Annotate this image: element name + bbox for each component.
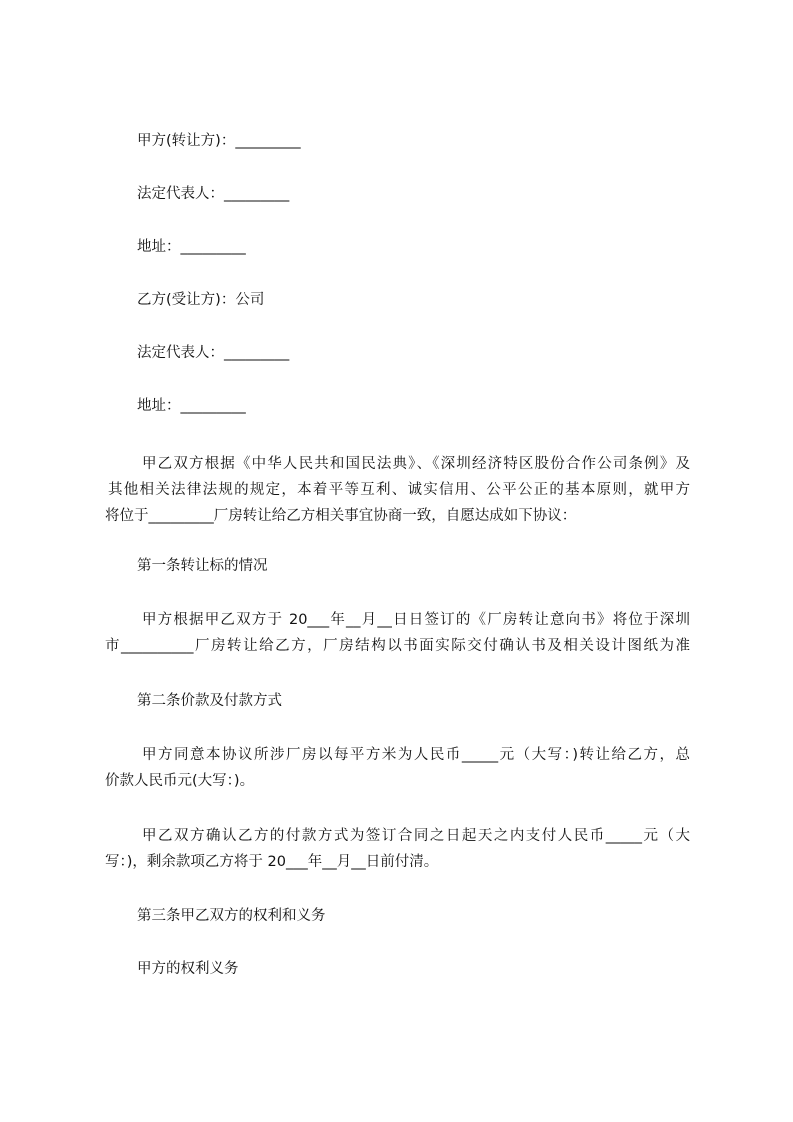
text-line: 将位于_________厂房转让给乙方相关事宜协商一致，自愿达成如下协议： <box>105 508 577 524</box>
text-line: 其他相关法律法规的规定，本着平等互利、诚实信用、公平公正的基本原则，就甲方 <box>108 482 690 498</box>
article-2-paragraph-2 <box>105 823 690 875</box>
article-1-body <box>105 607 690 659</box>
article-2-title: 第二条价款及付款方式 <box>137 693 282 709</box>
text-line: 甲乙双方确认乙方的付款方式为签订合同之日起天之内支付人民币_____元（大 <box>142 828 690 844</box>
article-1-title: 第一条转让标的情况 <box>137 558 268 574</box>
party-a-line: 甲方(转让方)：_________ <box>137 133 301 149</box>
party-a-representative: 法定代表人：_________ <box>137 186 290 202</box>
text-line: 市__________厂房转让给乙方，厂房结构以书面实际交付确认书及相关设计图纸为准 <box>105 638 690 654</box>
text-line: 甲乙双方根据《中华人民共和国民法典》、《深圳经济特区股份合作公司条例》及 <box>142 456 690 472</box>
party-b-address: 地址：_________ <box>137 398 246 414</box>
text-line: 价款人民币元(大写：)。 <box>105 773 255 789</box>
party-b-representative: 法定代表人：_________ <box>137 345 290 361</box>
preamble-paragraph <box>105 451 690 529</box>
article-2-paragraph-1 <box>105 742 690 794</box>
party-b-line: 乙方(受让方)：公司 <box>137 292 265 308</box>
article-3-title: 第三条甲乙双方的权利和义务 <box>137 908 326 924</box>
party-a-rights-title: 甲方的权利义务 <box>137 961 239 977</box>
text-line: 甲方根据甲乙双方于 20___年__月__日日签订的《厂房转让意向书》将位于深圳 <box>142 612 690 628</box>
text-line: 写：)，剩余款项乙方将于 20___年__月__日前付清。 <box>105 854 439 870</box>
party-a-address: 地址：_________ <box>137 239 246 255</box>
text-line: 甲方同意本协议所涉厂房以每平方米为人民币_____元（大写：)转让给乙方，总 <box>142 747 690 763</box>
